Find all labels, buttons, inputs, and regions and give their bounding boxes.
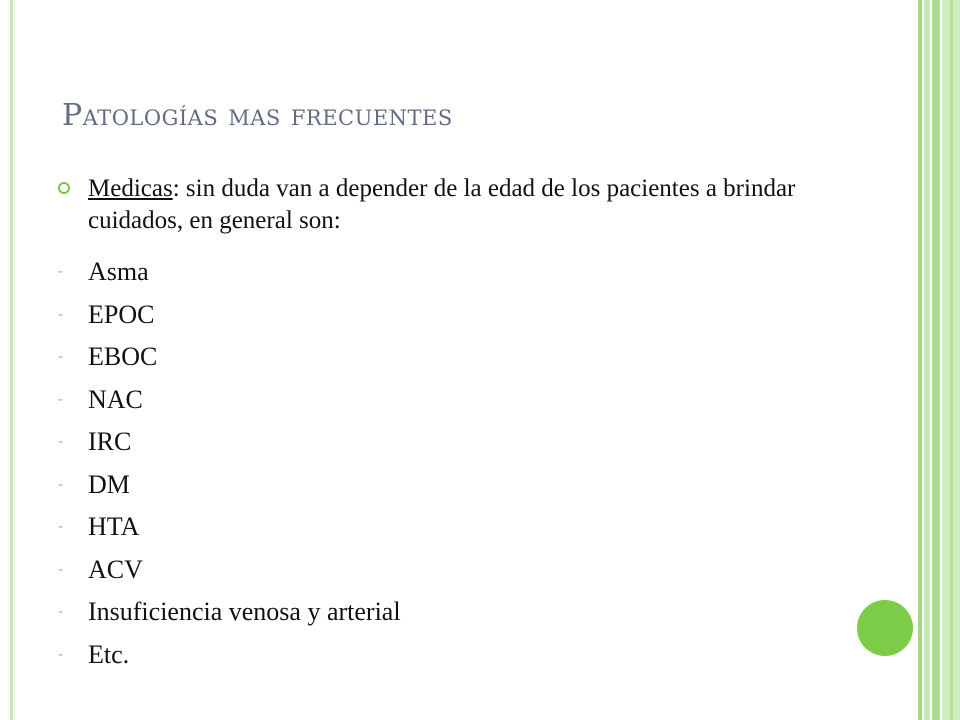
left-frame-line <box>10 0 13 720</box>
dash-bullet-icon: - <box>58 434 64 451</box>
list-item-label: Insuficiencia venosa y arterial <box>88 597 401 627</box>
list-item <box>58 506 401 549</box>
dash-bullet-icon: - <box>58 391 64 408</box>
list-item-label: EBOC <box>88 342 158 372</box>
list-item <box>58 634 401 677</box>
list-item <box>58 421 401 464</box>
intro-term: Medicas <box>88 175 173 202</box>
left-frame-line-inner <box>14 0 15 720</box>
list-item-label: EPOC <box>88 299 155 329</box>
list-item-label: IRC <box>88 427 132 457</box>
right-stripe <box>924 0 930 720</box>
list-item <box>58 464 401 507</box>
dash-bullet-icon: - <box>58 604 64 621</box>
dash-bullet-icon: - <box>58 306 64 323</box>
list-item <box>58 591 401 634</box>
title-initial: P <box>62 98 83 133</box>
list-item-label: NAC <box>88 384 143 414</box>
list-item <box>58 379 401 422</box>
right-stripe <box>918 0 922 720</box>
list-item-label: HTA <box>88 512 140 542</box>
dash-bullet-icon: - <box>58 561 64 578</box>
list-item <box>58 294 401 337</box>
list-item-label: ACV <box>88 554 143 584</box>
intro-text: : sin duda van a depender de la edad de los pacientes a brindar cuidados, en general son: <box>88 175 796 234</box>
list-item-label: DM <box>88 469 130 499</box>
decorative-circle-icon <box>857 600 913 656</box>
dash-bullet-icon: - <box>58 349 64 366</box>
list-item <box>58 251 401 294</box>
dash-bullet-icon: - <box>58 264 64 281</box>
dash-bullet-icon: - <box>58 646 64 663</box>
slide-title <box>62 98 453 133</box>
title-rest: atologías mas frecuentes <box>82 98 453 133</box>
right-stripe <box>950 0 953 720</box>
intro-paragraph <box>88 173 868 237</box>
right-stripe <box>932 0 940 720</box>
dash-bullet-icon: - <box>58 476 64 493</box>
list-item-label: Asma <box>88 257 149 287</box>
dash-bullet-icon: - <box>58 519 64 536</box>
list-item <box>58 549 401 592</box>
pathology-list <box>58 251 401 676</box>
list-item <box>58 336 401 379</box>
ring-bullet-icon <box>58 182 70 194</box>
list-item-label: Etc. <box>88 639 130 669</box>
